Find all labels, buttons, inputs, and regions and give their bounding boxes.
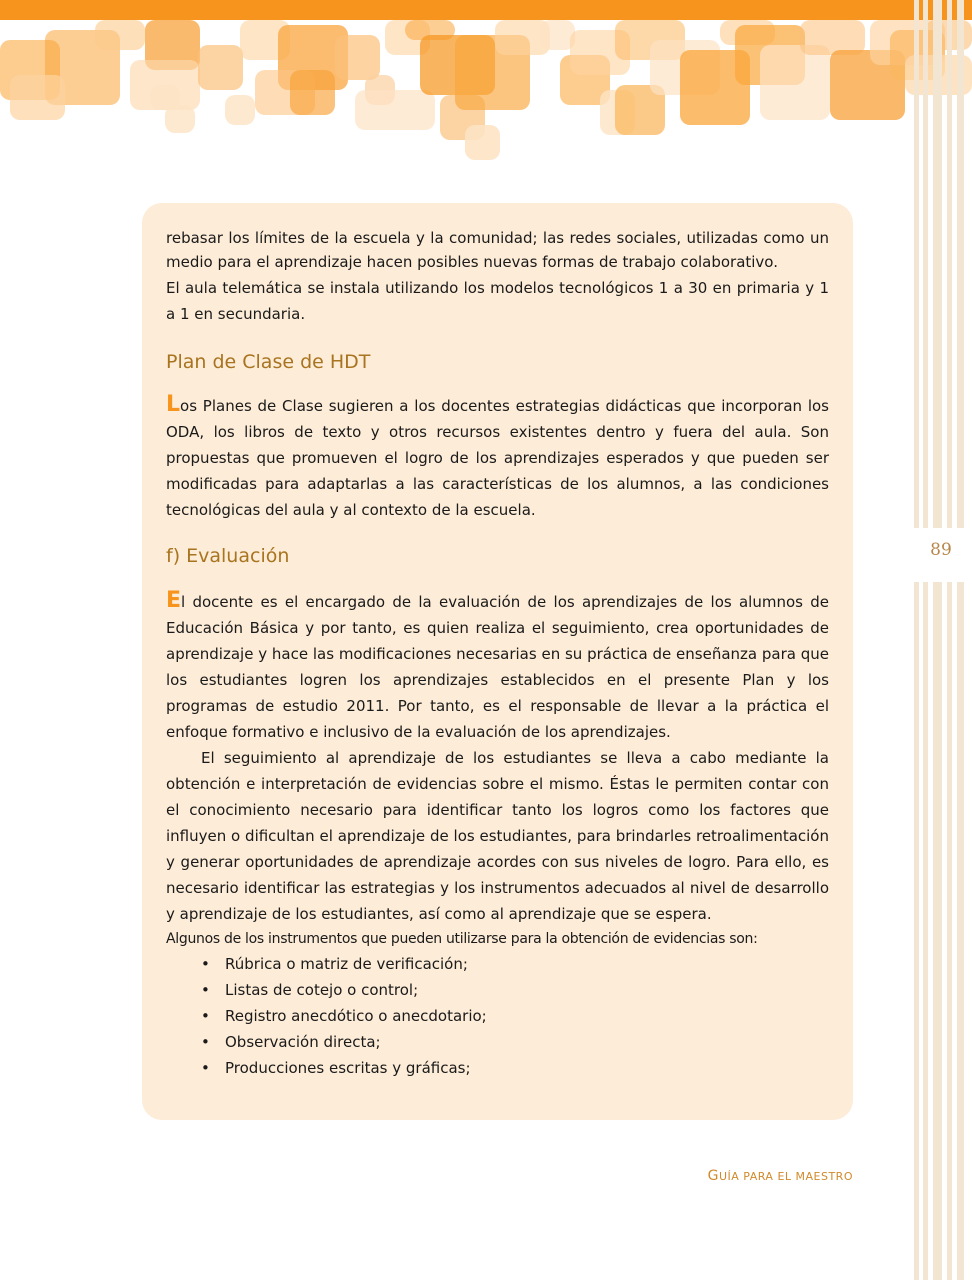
top-orange-bar <box>0 0 972 20</box>
page-number: 89 <box>930 540 952 560</box>
plan-paragraph <box>166 392 829 523</box>
bullet-icon: • <box>201 981 210 999</box>
list-intro: Algunos de los instrumentos que pueden utilizarse para la obtención de evidencias son: <box>166 931 758 947</box>
bullet-icon: • <box>201 1007 210 1025</box>
evaluation-paragraph-1 <box>166 588 829 745</box>
list-item: • Observación directa; <box>166 1029 829 1055</box>
list-item: • Registro anecdótico o anecdotario; <box>166 1003 829 1029</box>
evaluation-paragraph-2: El seguimiento al aprendizaje de los estudiantes se lleva a cabo mediante la obtención e interpretación de evidencias sobre el mismo. Éstas le permiten contar con el conocimiento necesario para identificar tanto los logros como los factores que influyen o dificultan el aprendizaje de los estudiantes, para brindarles retroalimentación y generar oportunidades de aprendizaje acordes con sus niveles de logro. Para ello, es necesario identificar las estrategias y los instrumentos adecuados al nivel de desarrollo y aprendizaje de los estudiantes, así como al aprendizaje que se espera. <box>166 749 829 923</box>
bullet-icon: • <box>201 1033 210 1051</box>
drop-cap-e: E <box>166 588 182 613</box>
section-heading-evaluacion: f) Evaluación <box>166 545 290 567</box>
list-item: • Listas de cotejo o control; <box>166 977 829 1003</box>
bullet-icon: • <box>201 1059 210 1077</box>
section-heading-plan: Plan de Clase de HDT <box>166 351 371 373</box>
intro-paragraph-2: El aula telemática se instala utilizando los modelos tecnológicos 1 a 30 en primaria y 1 a 1 en secundaria. <box>166 279 829 323</box>
decorative-squares-banner <box>0 20 972 170</box>
evaluation-text-1: l docente es el encargado de la evaluación de los aprendizajes de los alumnos de Educación Básica y por tanto, es quien realiza el seguimiento, crea oportunidades de aprendizaje y hace las modificaciones necesarias en su práctica de enseñanza para que los estudiantes logren los aprendizajes establecidos en el presente Plan y los programas de estudio 2011. Por tanto, es el responsable de llevar a la práctica el enfoque formativo e inclusivo de la evaluación de los aprendizajes. <box>166 593 829 741</box>
plan-text: os Planes de Clase sugieren a los docentes estrategias didácticas que incorporan los ODA, los libros de texto y otros recursos existentes dentro y fuera del aula. Son propuestas que promueven el logro de los aprendizajes esperados y que pueden ser modificadas para adaptarlas a las características de los alumnos, a las condiciones tecnológicas del aula y al contexto de la escuela. <box>166 397 829 519</box>
instruments-list <box>166 951 829 1081</box>
list-item: • Producciones escritas y gráficas; <box>166 1055 829 1081</box>
bullet-icon: • <box>201 955 210 973</box>
right-margin-stripes <box>914 0 972 1280</box>
list-item: • Rúbrica o matriz de verificación; <box>166 951 829 977</box>
main-content <box>166 226 829 1081</box>
drop-cap-l: L <box>166 392 181 417</box>
intro-paragraph-1: rebasar los límites de la escuela y la comunidad; las redes sociales, utilizadas como un medio para el aprendizaje hacen posibles nuevas formas de trabajo colaborativo. <box>166 229 829 271</box>
footer-guide-title: GUÍA PARA EL MAESTRO <box>707 1168 853 1184</box>
